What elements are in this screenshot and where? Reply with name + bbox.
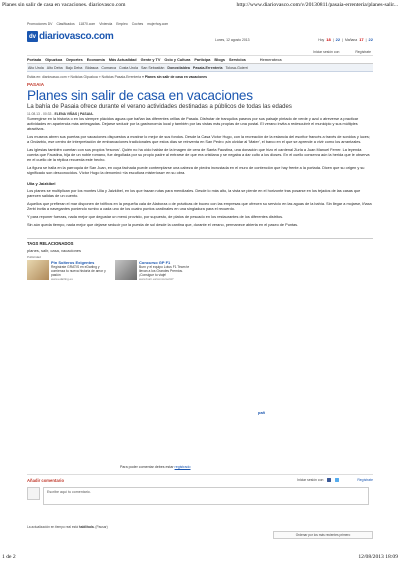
subnav-item-bidasoa[interactable]: Bidasoa	[85, 65, 99, 70]
site-logo-text: diariovasco.com	[39, 31, 114, 42]
ad-text: Regístrate GRATIS en eDarling y comienza tu nueva historia de amor y pasión	[51, 265, 106, 277]
subnav-item-alto-deba[interactable]: Alto Deba	[46, 65, 63, 70]
comment-box	[27, 474, 373, 524]
ad-card[interactable]	[115, 260, 195, 281]
top-links-bar	[27, 20, 373, 27]
print-page-number: 1 de 2	[2, 554, 16, 560]
nav-item-economia[interactable]: Economía	[86, 57, 105, 62]
weather-today-max: 18	[326, 37, 331, 42]
login-row	[27, 48, 373, 56]
subnav-item-bajo-deba[interactable]: Bajo Deba	[65, 65, 83, 70]
login-link[interactable]: Iniciar sesión con	[313, 49, 340, 54]
related-tags-title: TAGS RELACIONADOS	[27, 241, 74, 246]
page-content	[27, 20, 373, 281]
masthead	[27, 28, 373, 48]
print-datetime: 12/08/2013 18:09	[358, 554, 398, 560]
subnav-item-costa-urola[interactable]: Costa Urola	[118, 65, 138, 70]
comments-register-link[interactable]: registrado	[174, 465, 191, 469]
pause-live-update-link[interactable]: (Pausar)	[95, 525, 108, 529]
weather-today-label: Hoy	[318, 37, 325, 42]
small-brand-logo: pañ	[258, 410, 266, 415]
ad-url[interactable]: www.edarling.es	[51, 277, 73, 281]
user-avatar	[27, 487, 40, 500]
sponsored-label: Publicidad	[27, 255, 41, 259]
nav-item-hemeroteca[interactable]: Hemeroteca	[259, 57, 282, 62]
breadcrumb-gipuzkoa[interactable]: » Noticias Gipuzkoa	[67, 75, 98, 79]
top-link-vivienda[interactable]: Vivienda	[99, 21, 113, 26]
weather-separator: |	[365, 37, 367, 42]
comments-login-notice	[120, 465, 191, 469]
article-body	[27, 117, 373, 228]
comment-textarea[interactable]: Escribe aquí tu comentario.	[43, 487, 369, 505]
top-link-coches[interactable]: Coches	[131, 21, 144, 26]
add-comment-title: Añadir comentario	[27, 477, 64, 483]
live-update-text: La actualización en tiempo real está	[27, 525, 78, 529]
nav-item-blogs[interactable]: Blogs	[214, 57, 225, 62]
site-logo[interactable]	[27, 31, 113, 42]
comment-login-label: Iniciar sesión con	[297, 478, 324, 482]
ad-text: Burn y el equipo Lotus F1 Team te llevan a los Grandes Premios. ¡Consigue tu viaje!	[139, 265, 190, 277]
nav-item-deportes[interactable]: Deportes	[66, 57, 83, 62]
breadcrumb	[27, 75, 373, 81]
ad-title[interactable]: Pin Solteros Exigentes	[51, 260, 95, 265]
weather-today-min: 22	[335, 37, 341, 42]
subnav-item-pasaia-errenteria[interactable]: Pasaia-Errenteria	[192, 65, 223, 70]
article-date: 11.08.13 - 00:33 -	[27, 112, 54, 116]
facebook-icon[interactable]	[327, 478, 331, 482]
article-section-heading: Ulia y Jaizkibel	[27, 181, 56, 186]
nav-item-gente-tv[interactable]: Gente y TV	[140, 57, 161, 62]
article-paragraph: Y para reponer fuerzas, nada mejor que degustar un menú provisto, por supuesto, de platos de pescado en los restaurantes de los diferentes distritos.	[27, 215, 284, 219]
twitter-icon[interactable]	[335, 478, 339, 482]
nav-item-portada[interactable]: Portada	[27, 57, 42, 62]
breadcrumb-label: Estás en:	[27, 75, 42, 79]
comment-order-select[interactable]: Ordenar por los más recientes primero	[273, 531, 373, 539]
article-paragraph: Las iglesias también cuentan con sus propios 'tesoros'. Quién no ha oído hablar de la imagen de cera de Santa Faustina, una donación que hizo el cardenal Zurla a Juan Manuel Ferrer. La leyenda cuenta que Faustina, hija de un noble romano, fue degollada por su propio padre al entrarse de que era cristiana y se negaba a dar culto a los dioses. En el cuello conserva aún la herida que le observa en el cuello de la réplica recuerda este hecho.	[27, 148, 370, 162]
sponsored-ads	[27, 260, 373, 281]
article-paragraph: Los museos abren sus puertas por vacaciones dispuestos a mostrar lo mejor de sus fondos. Desde la Casa Víctor Hugo, con la recreación de la estancia del escritor francés a través de sonidos y luces; a Ondarbio, ese centro de interpretación de embarcaciones tradicionales que estos días se reinventa en San Pedro ¡sin olvidar al 'Mater', el barco en el que se aprende a vivir como los arrantzales.	[27, 135, 370, 144]
article-paragraph: Sin aún queda tiempo, nada mejor que dejarse seducir por la puesta de sol desde la cantina que, durante el verano, permanece abierta en el paseo de Puntas.	[27, 223, 299, 227]
subnav-item-san-sebastian[interactable]: San Sebastián	[140, 65, 165, 70]
dv-logo-icon: dv	[27, 31, 38, 42]
top-link-mujerhoy[interactable]: mujerhoy.com	[147, 21, 169, 26]
top-link-empleo[interactable]: Empleo	[116, 21, 128, 26]
article-paragraph: Los planes se multiplican por los montes Ulia y Jaizkibel, en los que trazan rutas para mendizales. Desde lo más alto, la vista se pierde en el horizonte tras posarse en los tejados de las casas que parecen salidas de un cuento.	[27, 189, 361, 198]
regional-subnav	[27, 64, 373, 72]
nav-item-ocio-cultura[interactable]: Ocio y Cultura	[164, 57, 191, 62]
related-tags-list[interactable]: planes, salir, casa, vacaciones	[27, 248, 82, 253]
weather-widget[interactable]	[318, 37, 373, 42]
comment-register-link[interactable]: Regístrate	[357, 478, 373, 482]
ad-card[interactable]	[27, 260, 107, 281]
subnav-item-donostialdea[interactable]: Donostialdea	[167, 65, 190, 70]
top-link-promociones[interactable]: Promociones DV	[27, 21, 53, 26]
nav-item-gipuzkoa[interactable]: Gipuzkoa	[45, 57, 63, 62]
article-title: Planes sin salir de casa en vacaciones	[27, 88, 253, 103]
nav-item-servicios[interactable]: Servicios	[228, 57, 246, 62]
breadcrumb-current: » Planes sin salir de casa en vacaciones	[142, 75, 208, 79]
weather-tomorrow-max: 17	[359, 37, 364, 42]
breadcrumb-home[interactable]: diariovasco.com	[42, 75, 67, 79]
subnav-item-tolosa-goierri[interactable]: Tolosa-Goierri	[225, 65, 248, 70]
weather-separator: |	[342, 37, 343, 42]
main-nav	[27, 56, 373, 64]
register-link[interactable]: Regístrate	[355, 49, 371, 54]
live-update-status	[27, 525, 108, 529]
related-tags	[27, 238, 373, 253]
print-footer	[2, 554, 398, 564]
ad-thumbnail[interactable]	[115, 260, 137, 280]
ad-title[interactable]: Concurso GP F1	[139, 260, 171, 265]
subnav-item-alto-urola[interactable]: Alto Urola	[28, 65, 44, 70]
article-paragraph: La figura se halla en la parroquia de San Juan, en cuya fachada puede contemplarse una cabeza de piedra incrustada en el muro de contención que hay frente a la portada. Dicen que su origen y su significado son desconocidos. Víctor Hugo la denominó «la escultura misteriosa» en su obra.	[27, 166, 365, 175]
top-link-clasificados[interactable]: Clasificados	[56, 21, 75, 26]
nav-item-mas-actualidad[interactable]: Más Actualidad	[108, 57, 137, 62]
nav-item-participa[interactable]: Participa	[194, 57, 211, 62]
current-date: Lunes, 12 agosto 2013	[215, 38, 250, 42]
comment-login-row	[297, 478, 373, 482]
live-update-state: habilitada.	[78, 525, 95, 529]
comments-notice-text: Para poder comentar debes estar	[120, 465, 174, 469]
print-page-url: http://www.diariovasco.com/v/20130811/pasaia-errenteria/planes-salir...	[236, 2, 398, 8]
weather-separator: |	[332, 37, 334, 42]
ad-thumbnail[interactable]	[27, 260, 49, 280]
article-section[interactable]: PASAIA	[27, 82, 45, 87]
article-subtitle: La bahía de Pasaia ofrece durante el verano actividades destinadas a públicos de todas las edades	[27, 104, 292, 110]
ad-url[interactable]: www.burn.es/concursoGP	[139, 277, 174, 281]
print-header	[2, 2, 398, 12]
weather-tomorrow-label: Mañana	[344, 37, 358, 42]
breadcrumb-pasaia[interactable]: » Noticias Pasaia-Errenteria	[98, 75, 142, 79]
article-paragraph: Sumergirse en la historia o en los siempre plácidos aguas que bañan las diferentes orillas de Pasaia. Disfrutar de tranquilos paseos por sus paisaje pintado de verde y azul o atreverse a practicar actividades en apariencia más arriesgadas. Dejarse seducir por la gastronomía local y también por las vistas más propias de una postal. El verano invita a redescubrir el municipio y sus múltiples atractivos.	[27, 117, 359, 131]
print-page-title: Planes sin salir de casa en vacaciones. diariovasco.com	[2, 2, 126, 8]
article-paragraph: Aquellos que prefieran el mar disponen de txiñbos en la pequeña cala de Alaborza o de prácticas de buceo con las empresas que ofrecen su servicio en las aguas de la bahía. Sin llegar a mojarse, Iñaxa Zerbi invita a navegantes poniendo rumbo a cada uno de los cuatro puntos cardinales en una singladura para el recuerdo.	[27, 202, 372, 211]
subnav-item-comarca[interactable]: Comarca	[101, 65, 116, 70]
article-author: ELENA VIÑAS | PASAIA.	[54, 112, 94, 116]
weather-tomorrow-min: 22	[368, 37, 373, 42]
top-link-11870[interactable]: 11870.com	[78, 21, 96, 26]
